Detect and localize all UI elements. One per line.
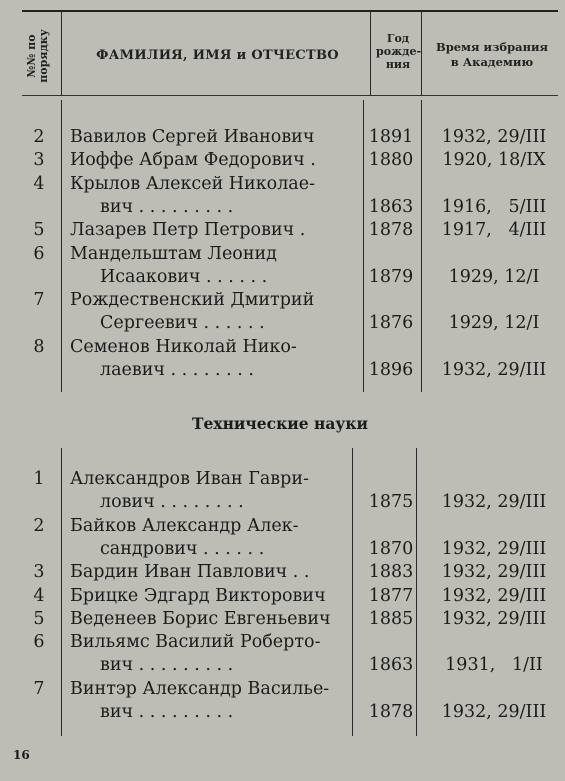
row-name: Винтэр Александр Васильe- (70, 678, 330, 699)
row-name: Иоффе Абрам Федорович . (70, 150, 316, 171)
row-number: 5 (33, 608, 45, 629)
table-row (0, 631, 565, 653)
row-number: 6 (33, 243, 45, 264)
row-number: 5 (33, 220, 45, 241)
table-row (0, 126, 565, 148)
table-row (0, 491, 565, 513)
row-birth-year: 1891 (368, 127, 414, 147)
table-row (0, 701, 565, 723)
row-number: 2 (33, 515, 45, 536)
table-row (0, 312, 565, 334)
column-divider-3 (421, 12, 422, 96)
row-name: Крылов Алексей Николае- (70, 173, 316, 194)
row-election-date: 1931, 1/II (445, 655, 543, 676)
row-name: вич . . . . . . . . . (100, 702, 234, 722)
page-number: 16 (13, 748, 30, 762)
table-row (0, 654, 565, 676)
table-row (0, 359, 565, 381)
header-year-column: Год рожде- ния (376, 32, 422, 71)
row-number: 1 (33, 469, 45, 489)
table-row (0, 289, 565, 311)
row-name: Веденеев Борис Евгеньевич (70, 608, 331, 629)
header-election-column: Время избрания в Академию (435, 40, 549, 69)
table-row (0, 149, 565, 171)
row-name: лаевич . . . . . . . . (100, 360, 254, 380)
table-row (0, 196, 565, 218)
row-birth-year: 1877 (368, 585, 414, 606)
row-number: 4 (33, 173, 45, 194)
row-number: 6 (33, 632, 45, 653)
table-row (0, 608, 565, 630)
table-row (0, 538, 565, 560)
row-name: Вавилов Сергей Иванович (70, 127, 315, 147)
row-birth-year: 1879 (368, 266, 414, 287)
section-title: Технические науки (191, 414, 369, 433)
row-name: Исаакович . . . . . . (100, 266, 268, 287)
row-number: 8 (33, 336, 45, 357)
table-row (0, 561, 565, 583)
table-row (0, 219, 565, 241)
row-name: Сергеевич . . . . . . (100, 313, 265, 334)
row-election-date: 1932, 29/III (441, 608, 547, 629)
row-name: лович . . . . . . . . (100, 492, 244, 513)
row-name: сандрович . . . . . . (100, 538, 265, 559)
row-election-date: 1932, 29/III (441, 585, 547, 606)
row-birth-year: 1876 (368, 313, 414, 334)
row-name: Вильямс Василий Роберто- (70, 632, 321, 653)
header-name-column: ФАМИЛИЯ, ИМЯ и ОТЧЕСТВО (96, 48, 339, 63)
row-number: 4 (33, 585, 45, 606)
row-name: вич . . . . . . . . . (100, 655, 234, 676)
row-election-date: 1932, 29/III (441, 360, 547, 380)
table-row (0, 468, 565, 490)
header-number-column: №№ по порядку (25, 29, 50, 83)
row-number: 3 (33, 150, 45, 171)
row-birth-year: 1870 (368, 538, 414, 559)
row-election-date: 1920, 18/IX (442, 150, 546, 171)
row-birth-year: 1863 (368, 196, 414, 217)
row-name: Брицке Эдгард Викторович (70, 585, 326, 606)
row-birth-year: 1878 (368, 220, 414, 241)
row-name: Семенов Николай Нико- (70, 336, 297, 357)
table-row (0, 515, 565, 537)
row-number: 3 (33, 562, 45, 583)
row-name: Бардин Иван Павлович . . (70, 562, 310, 583)
row-election-date: 1932, 29/III (441, 538, 547, 559)
row-name: вич . . . . . . . . . (100, 196, 234, 217)
row-name: Мандельштам Леонид (70, 243, 277, 264)
row-election-date: 1932, 29/III (441, 127, 547, 147)
table-row (0, 266, 565, 288)
row-birth-year: 1863 (368, 655, 414, 676)
row-name: Байков Александр Алек- (70, 515, 299, 536)
row-birth-year: 1878 (368, 702, 414, 722)
table-row (0, 173, 565, 195)
table-header-rule (22, 95, 558, 96)
row-election-date: 1917, 4/III (441, 220, 547, 241)
row-election-date: 1929, 12/I (448, 266, 540, 287)
row-birth-year: 1875 (368, 492, 414, 513)
row-election-date: 1932, 29/III (441, 562, 547, 583)
row-name: Рождественский Дмитрий (70, 290, 315, 311)
row-election-date: 1929, 12/I (448, 313, 540, 334)
table-row (0, 243, 565, 265)
row-birth-year: 1885 (368, 608, 414, 629)
row-birth-year: 1880 (368, 150, 414, 171)
table-row (0, 678, 565, 700)
row-name: Лазарев Петр Петрович . (70, 220, 306, 241)
table-row (0, 585, 565, 607)
row-number: 7 (33, 678, 45, 699)
row-name: Александров Иван Гаври- (70, 469, 309, 489)
row-election-date: 1932, 29/III (441, 702, 547, 722)
row-number: 7 (33, 290, 45, 311)
row-birth-year: 1896 (368, 360, 414, 380)
row-birth-year: 1883 (368, 562, 414, 583)
column-divider-1 (61, 12, 62, 96)
table-row (0, 336, 565, 358)
row-number: 2 (33, 127, 45, 147)
table-top-rule (22, 10, 558, 12)
row-election-date: 1916, 5/III (441, 196, 547, 217)
row-election-date: 1932, 29/III (441, 492, 547, 513)
column-divider-2 (370, 12, 371, 96)
